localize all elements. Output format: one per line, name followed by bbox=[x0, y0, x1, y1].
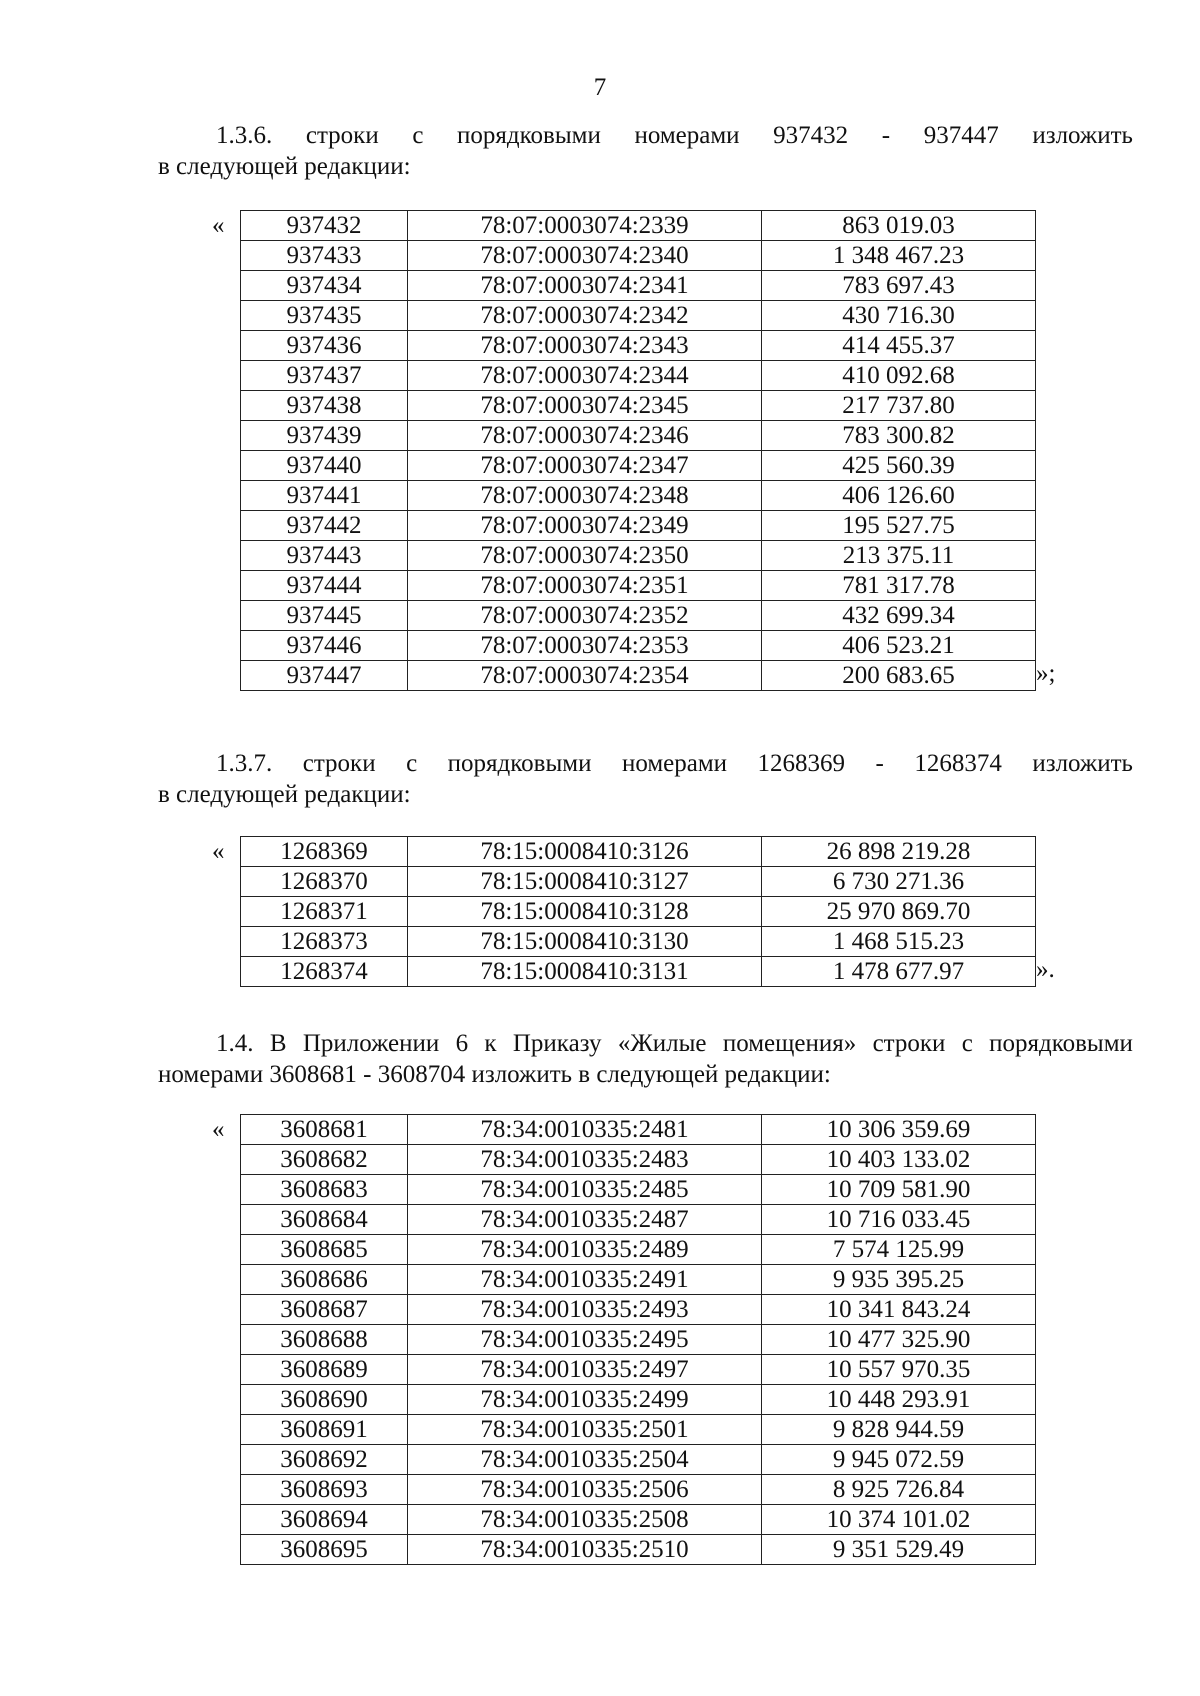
value-cell: 6 730 271.36 bbox=[762, 867, 1036, 897]
cadastral-number-cell: 78:34:0010335:2501 bbox=[408, 1415, 762, 1445]
cadastral-number-cell: 78:34:0010335:2504 bbox=[408, 1445, 762, 1475]
row-number-cell: 937442 bbox=[241, 511, 408, 541]
word: с bbox=[961, 1030, 973, 1057]
cadastral-number-cell: 78:34:0010335:2491 bbox=[408, 1265, 762, 1295]
row-number-cell: 937432 bbox=[241, 211, 408, 241]
table-row bbox=[241, 481, 1036, 511]
table-row bbox=[241, 241, 1036, 271]
cadastral-number-cell: 78:15:0008410:3127 bbox=[408, 867, 762, 897]
table-row bbox=[241, 897, 1036, 927]
table-1-4 bbox=[240, 1114, 1036, 1565]
word: 1268369 bbox=[757, 750, 846, 777]
word: 1.3.6. bbox=[216, 122, 273, 149]
table-row bbox=[241, 1535, 1036, 1565]
value-cell: 10 477 325.90 bbox=[762, 1325, 1036, 1355]
word: с bbox=[412, 122, 424, 149]
row-number-cell: 1268371 bbox=[241, 897, 408, 927]
row-number-cell: 937445 bbox=[241, 601, 408, 631]
cadastral-number-cell: 78:07:0003074:2340 bbox=[408, 241, 762, 271]
word: Приказу bbox=[512, 1030, 602, 1057]
row-number-cell: 3608682 bbox=[241, 1145, 408, 1175]
value-cell: 863 019.03 bbox=[762, 211, 1036, 241]
cadastral-number-cell: 78:34:0010335:2483 bbox=[408, 1145, 762, 1175]
table-row bbox=[241, 1385, 1036, 1415]
cadastral-number-cell: 78:34:0010335:2499 bbox=[408, 1385, 762, 1415]
paragraph-line bbox=[158, 120, 1133, 151]
word: порядковыми bbox=[457, 122, 601, 149]
value-cell: 9 351 529.49 bbox=[762, 1535, 1036, 1565]
value-cell: 414 455.37 bbox=[762, 331, 1036, 361]
value-cell: 410 092.68 bbox=[762, 361, 1036, 391]
value-cell: 430 716.30 bbox=[762, 301, 1036, 331]
value-cell: 425 560.39 bbox=[762, 451, 1036, 481]
value-cell: 10 709 581.90 bbox=[762, 1175, 1036, 1205]
cadastral-number-cell: 78:34:0010335:2510 bbox=[408, 1535, 762, 1565]
cadastral-number-cell: 78:34:0010335:2495 bbox=[408, 1325, 762, 1355]
word: к bbox=[484, 1030, 497, 1057]
row-number-cell: 3608685 bbox=[241, 1235, 408, 1265]
table-row bbox=[241, 867, 1036, 897]
row-number-cell: 937447 bbox=[241, 661, 408, 691]
row-number-cell: 1268373 bbox=[241, 927, 408, 957]
row-number-cell: 937441 bbox=[241, 481, 408, 511]
table-row bbox=[241, 361, 1036, 391]
cadastral-number-cell: 78:07:0003074:2347 bbox=[408, 451, 762, 481]
open-quote: « bbox=[212, 1116, 225, 1143]
word: - bbox=[881, 122, 891, 149]
value-cell: 9 828 944.59 bbox=[762, 1415, 1036, 1445]
value-cell: 10 716 033.45 bbox=[762, 1205, 1036, 1235]
cadastral-number-cell: 78:34:0010335:2497 bbox=[408, 1355, 762, 1385]
value-cell: 10 448 293.91 bbox=[762, 1385, 1036, 1415]
table-row bbox=[241, 331, 1036, 361]
cadastral-number-cell: 78:34:0010335:2481 bbox=[408, 1115, 762, 1145]
open-quote: « bbox=[212, 212, 225, 239]
table-row bbox=[241, 661, 1036, 691]
word: строки bbox=[305, 122, 379, 149]
value-cell: 213 375.11 bbox=[762, 541, 1036, 571]
row-number-cell: 3608694 bbox=[241, 1505, 408, 1535]
word: номерами bbox=[621, 750, 728, 777]
value-cell: 10 374 101.02 bbox=[762, 1505, 1036, 1535]
word: 937432 bbox=[773, 122, 849, 149]
cadastral-number-cell: 78:07:0003074:2351 bbox=[408, 571, 762, 601]
table-row bbox=[241, 511, 1036, 541]
value-cell: 781 317.78 bbox=[762, 571, 1036, 601]
row-number-cell: 3608687 bbox=[241, 1295, 408, 1325]
table-row bbox=[241, 451, 1036, 481]
paragraph-1-3-7 bbox=[158, 748, 1133, 810]
table-row bbox=[241, 1325, 1036, 1355]
cadastral-number-cell: 78:07:0003074:2344 bbox=[408, 361, 762, 391]
table-1-3-7 bbox=[240, 836, 1036, 987]
table-row bbox=[241, 957, 1036, 987]
value-cell: 26 898 219.28 bbox=[762, 837, 1036, 867]
cadastral-number-cell: 78:07:0003074:2350 bbox=[408, 541, 762, 571]
value-cell: 10 341 843.24 bbox=[762, 1295, 1036, 1325]
table-row bbox=[241, 1505, 1036, 1535]
table-row bbox=[241, 1145, 1036, 1175]
table-row bbox=[241, 271, 1036, 301]
value-cell: 10 557 970.35 bbox=[762, 1355, 1036, 1385]
word: - bbox=[875, 750, 884, 777]
row-number-cell: 937437 bbox=[241, 361, 408, 391]
row-number-cell: 1268370 bbox=[241, 867, 408, 897]
row-number-cell: 3608681 bbox=[241, 1115, 408, 1145]
row-number-cell: 3608689 bbox=[241, 1355, 408, 1385]
table-row bbox=[241, 1205, 1036, 1235]
value-cell: 25 970 869.70 bbox=[762, 897, 1036, 927]
cadastral-number-cell: 78:07:0003074:2341 bbox=[408, 271, 762, 301]
value-cell: 406 126.60 bbox=[762, 481, 1036, 511]
word: В bbox=[269, 1030, 287, 1057]
open-quote: « bbox=[212, 838, 225, 865]
table-row bbox=[241, 1415, 1036, 1445]
row-number-cell: 3608695 bbox=[241, 1535, 408, 1565]
cadastral-number-cell: 78:15:0008410:3128 bbox=[408, 897, 762, 927]
paragraph-line: номерами 3608681 - 3608704 изложить в следующей редакции: bbox=[158, 1061, 831, 1088]
value-cell: 783 697.43 bbox=[762, 271, 1036, 301]
value-cell: 8 925 726.84 bbox=[762, 1475, 1036, 1505]
value-cell: 217 737.80 bbox=[762, 391, 1036, 421]
cadastral-number-cell: 78:15:0008410:3126 bbox=[408, 837, 762, 867]
cadastral-number-cell: 78:34:0010335:2508 bbox=[408, 1505, 762, 1535]
row-number-cell: 3608693 bbox=[241, 1475, 408, 1505]
cadastral-number-cell: 78:34:0010335:2493 bbox=[408, 1295, 762, 1325]
value-cell: 10 306 359.69 bbox=[762, 1115, 1036, 1145]
value-cell: 9 935 395.25 bbox=[762, 1265, 1036, 1295]
cadastral-number-cell: 78:07:0003074:2348 bbox=[408, 481, 762, 511]
row-number-cell: 1268374 bbox=[241, 957, 408, 987]
row-number-cell: 3608684 bbox=[241, 1205, 408, 1235]
word: изложить bbox=[1032, 750, 1133, 777]
table-row bbox=[241, 1235, 1036, 1265]
table-row bbox=[241, 1475, 1036, 1505]
table-row bbox=[241, 1445, 1036, 1475]
row-number-cell: 937435 bbox=[241, 301, 408, 331]
word: 1.4. bbox=[216, 1030, 254, 1057]
value-cell: 406 523.21 bbox=[762, 631, 1036, 661]
word: порядковыми bbox=[989, 1030, 1133, 1057]
cadastral-number-cell: 78:34:0010335:2489 bbox=[408, 1235, 762, 1265]
paragraph-line: в следующей редакции: bbox=[158, 781, 411, 808]
cadastral-number-cell: 78:07:0003074:2346 bbox=[408, 421, 762, 451]
value-cell: 432 699.34 bbox=[762, 601, 1036, 631]
row-number-cell: 937443 bbox=[241, 541, 408, 571]
value-cell: 195 527.75 bbox=[762, 511, 1036, 541]
cadastral-number-cell: 78:07:0003074:2342 bbox=[408, 301, 762, 331]
row-number-cell: 937446 bbox=[241, 631, 408, 661]
paragraph-1-4 bbox=[158, 1028, 1133, 1090]
table-row bbox=[241, 837, 1036, 867]
value-cell: 1 478 677.97 bbox=[762, 957, 1036, 987]
cadastral-number-cell: 78:07:0003074:2339 bbox=[408, 211, 762, 241]
word: изложить bbox=[1032, 122, 1133, 149]
row-number-cell: 937433 bbox=[241, 241, 408, 271]
row-number-cell: 3608688 bbox=[241, 1325, 408, 1355]
word: с bbox=[406, 750, 418, 777]
cadastral-number-cell: 78:07:0003074:2353 bbox=[408, 631, 762, 661]
table-row bbox=[241, 1115, 1036, 1145]
row-number-cell: 937444 bbox=[241, 571, 408, 601]
paragraph-line bbox=[158, 748, 1133, 779]
table-row bbox=[241, 541, 1036, 571]
cadastral-number-cell: 78:34:0010335:2485 bbox=[408, 1175, 762, 1205]
word: помещения» bbox=[722, 1030, 857, 1057]
close-quote: ». bbox=[1036, 956, 1055, 983]
close-quote: »; bbox=[1036, 660, 1056, 687]
table-row bbox=[241, 631, 1036, 661]
cadastral-number-cell: 78:07:0003074:2354 bbox=[408, 661, 762, 691]
table-1-3-6 bbox=[240, 210, 1036, 691]
cadastral-number-cell: 78:15:0008410:3131 bbox=[408, 957, 762, 987]
row-number-cell: 3608692 bbox=[241, 1445, 408, 1475]
table-row bbox=[241, 1355, 1036, 1385]
word: строки bbox=[872, 1030, 946, 1057]
value-cell: 7 574 125.99 bbox=[762, 1235, 1036, 1265]
paragraph-1-3-6 bbox=[158, 120, 1133, 182]
page-number: 7 bbox=[593, 74, 607, 101]
value-cell: 783 300.82 bbox=[762, 421, 1036, 451]
word: номерами bbox=[634, 122, 740, 149]
value-cell: 9 945 072.59 bbox=[762, 1445, 1036, 1475]
row-number-cell: 3608691 bbox=[241, 1415, 408, 1445]
word: 937447 bbox=[923, 122, 999, 149]
row-number-cell: 937440 bbox=[241, 451, 408, 481]
table-row bbox=[241, 1265, 1036, 1295]
paragraph-line bbox=[158, 1028, 1133, 1059]
table-row bbox=[241, 301, 1036, 331]
paragraph-line: в следующей редакции: bbox=[158, 153, 411, 180]
row-number-cell: 3608683 bbox=[241, 1175, 408, 1205]
value-cell: 1 468 515.23 bbox=[762, 927, 1036, 957]
table-row bbox=[241, 391, 1036, 421]
row-number-cell: 3608690 bbox=[241, 1385, 408, 1415]
row-number-cell: 1268369 bbox=[241, 837, 408, 867]
table-row bbox=[241, 211, 1036, 241]
table-row bbox=[241, 1175, 1036, 1205]
value-cell: 200 683.65 bbox=[762, 661, 1036, 691]
table-row bbox=[241, 571, 1036, 601]
word: Приложении bbox=[302, 1030, 440, 1057]
row-number-cell: 937438 bbox=[241, 391, 408, 421]
table-row bbox=[241, 601, 1036, 631]
cadastral-number-cell: 78:15:0008410:3130 bbox=[408, 927, 762, 957]
word: 1268374 bbox=[914, 750, 1002, 777]
cadastral-number-cell: 78:07:0003074:2343 bbox=[408, 331, 762, 361]
cadastral-number-cell: 78:07:0003074:2345 bbox=[408, 391, 762, 421]
cadastral-number-cell: 78:07:0003074:2349 bbox=[408, 511, 762, 541]
value-cell: 1 348 467.23 bbox=[762, 241, 1036, 271]
cadastral-number-cell: 78:07:0003074:2352 bbox=[408, 601, 762, 631]
word: 1.3.7. bbox=[216, 750, 273, 777]
word: порядковыми bbox=[447, 750, 592, 777]
value-cell: 10 403 133.02 bbox=[762, 1145, 1036, 1175]
table-row bbox=[241, 1295, 1036, 1325]
row-number-cell: 937434 bbox=[241, 271, 408, 301]
word: строки bbox=[302, 750, 376, 777]
word: 6 bbox=[455, 1030, 469, 1057]
row-number-cell: 937436 bbox=[241, 331, 408, 361]
cadastral-number-cell: 78:34:0010335:2506 bbox=[408, 1475, 762, 1505]
row-number-cell: 3608686 bbox=[241, 1265, 408, 1295]
row-number-cell: 937439 bbox=[241, 421, 408, 451]
cadastral-number-cell: 78:34:0010335:2487 bbox=[408, 1205, 762, 1235]
table-row bbox=[241, 927, 1036, 957]
word: «Жилые bbox=[617, 1030, 707, 1057]
table-row bbox=[241, 421, 1036, 451]
